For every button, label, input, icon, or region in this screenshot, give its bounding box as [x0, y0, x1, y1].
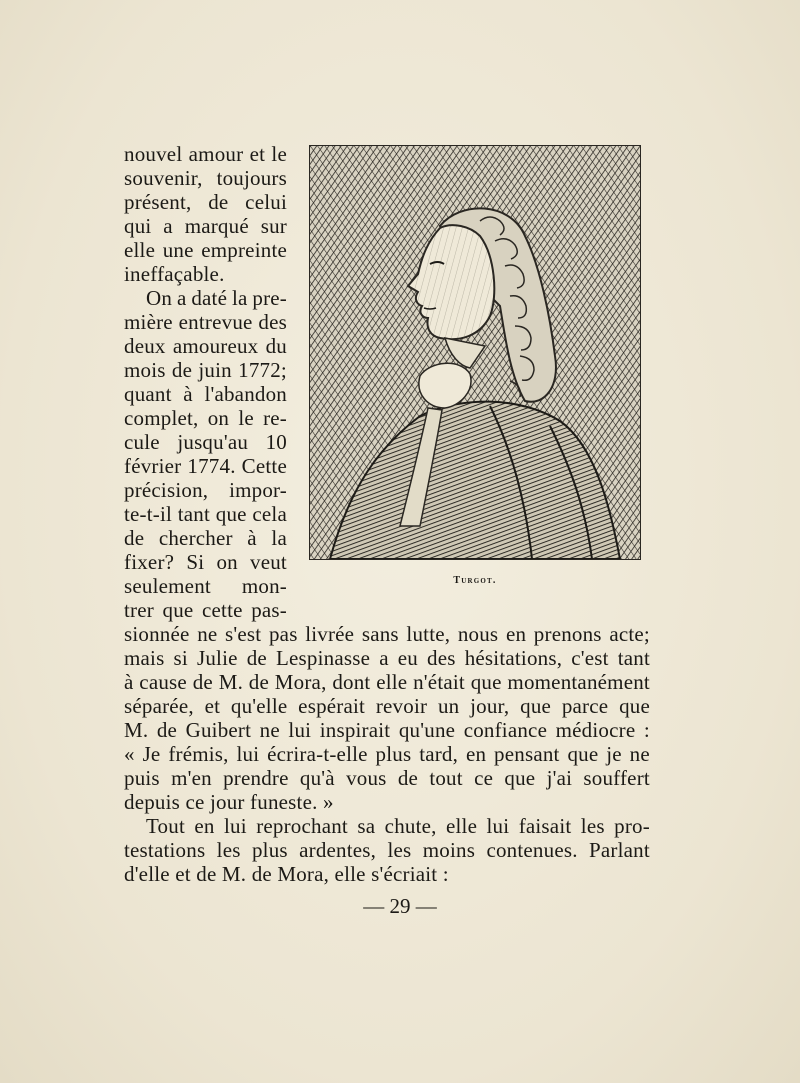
word: celui [245, 190, 287, 214]
text-line [124, 382, 287, 406]
word: elle [446, 814, 478, 838]
word: confiance [463, 718, 548, 742]
word: : [643, 718, 650, 742]
word: lui [224, 814, 247, 838]
word: ne [197, 622, 218, 646]
word: prenons [533, 622, 602, 646]
word: et [204, 694, 221, 718]
word: à [247, 526, 257, 550]
word: mais [124, 646, 165, 670]
word: la [231, 286, 248, 310]
word: Lespinasse [275, 646, 371, 670]
text-line [124, 742, 650, 766]
word: « [124, 742, 135, 766]
word: testations [124, 838, 206, 862]
word: de [208, 190, 229, 214]
word: on [207, 406, 230, 430]
word: n'était [413, 670, 465, 694]
text-line [124, 286, 287, 310]
word: une [162, 238, 194, 262]
word: que [470, 670, 502, 694]
word: en [505, 622, 527, 646]
word: momentanément [507, 670, 650, 694]
text-line [124, 478, 287, 502]
word: mon- [241, 574, 287, 598]
word: s'est [225, 622, 262, 646]
text-line [124, 526, 287, 550]
word: médiocre [555, 718, 636, 742]
word: deux [124, 334, 166, 358]
word: de [248, 670, 270, 694]
word: revoir [375, 694, 428, 718]
word: lui [236, 742, 260, 766]
word: jour, [470, 694, 510, 718]
word: chute, [384, 814, 437, 838]
word: que [215, 502, 247, 526]
text-line [124, 358, 287, 382]
word: reprochant [256, 814, 348, 838]
word: chercher [158, 526, 233, 550]
word: ne [259, 718, 280, 742]
text-line: d'elle et de M. de Mora, elle s'écriait : [124, 862, 449, 886]
word: 1774. [187, 454, 236, 478]
word: Tout [146, 814, 185, 838]
word: contenues. [486, 838, 578, 862]
word: Cette [241, 454, 287, 478]
word: a [379, 646, 389, 670]
word: cause [139, 670, 187, 694]
text-line [124, 334, 287, 358]
word: cule [124, 430, 160, 454]
word: Si [186, 550, 205, 574]
word: souvenir, [124, 166, 203, 190]
word: elle [124, 238, 156, 262]
word: qu'une [398, 718, 456, 742]
word: on [216, 550, 238, 574]
word: complet, [124, 406, 199, 430]
word: inspirait [319, 718, 391, 742]
word: tant [617, 646, 650, 670]
text-line [124, 694, 650, 718]
word: espérait [298, 694, 366, 718]
word: pre- [252, 286, 287, 310]
word: de [156, 718, 178, 742]
word: tout [429, 766, 463, 790]
word: que [567, 742, 599, 766]
word: de [397, 766, 419, 790]
text-line [124, 574, 287, 598]
word: m'en [171, 766, 212, 790]
word: les [387, 838, 412, 862]
word: tard, [419, 742, 459, 766]
word: M. [124, 718, 149, 742]
word: du [265, 334, 287, 358]
word: parce [561, 694, 609, 718]
word: précision, [124, 478, 209, 502]
word: j'ai [546, 766, 573, 790]
word: elle [376, 670, 408, 694]
text-line [124, 814, 650, 838]
text-line [124, 838, 650, 862]
word: mière [124, 310, 173, 334]
word: un [437, 694, 460, 718]
word: ne [629, 742, 650, 766]
word: que [619, 694, 650, 718]
word: Guibert [185, 718, 252, 742]
word: qu'elle [230, 694, 288, 718]
text-line [124, 718, 650, 742]
figure-caption: Turgot. [453, 575, 497, 586]
text-line [124, 670, 650, 694]
word: amour [188, 142, 244, 166]
word: eu [397, 646, 418, 670]
word: hésitations, [464, 646, 563, 670]
word: juin [198, 358, 232, 382]
text-line [124, 550, 287, 574]
word: 1772; [238, 358, 287, 382]
word: a [176, 286, 187, 310]
word: le [271, 142, 287, 166]
word: lui [486, 814, 510, 838]
text-line [124, 142, 287, 166]
word: acte; [609, 622, 650, 646]
word: 10 [265, 430, 287, 454]
word: Parlant [589, 838, 650, 862]
word: vous [346, 766, 387, 790]
word: souffert [583, 766, 650, 790]
word: de [192, 670, 213, 694]
word: On [146, 286, 173, 310]
word: mois [124, 358, 166, 382]
text-line [124, 166, 287, 190]
word: si [173, 646, 188, 670]
text-line [124, 406, 287, 430]
word: de [246, 646, 267, 670]
word: la [271, 526, 287, 550]
word: a [163, 214, 173, 238]
page-number: — 29 — [363, 894, 437, 918]
text-line [124, 622, 650, 646]
word: le [238, 406, 254, 430]
word: dont [332, 670, 371, 694]
word: des [258, 310, 287, 334]
text-line [124, 646, 650, 670]
text-line: depuis ce jour funeste. » [124, 790, 334, 814]
word: sur [260, 214, 287, 238]
word: fixer? [124, 550, 175, 574]
word: impor- [229, 478, 287, 502]
word: de [124, 526, 145, 550]
word: quant [124, 382, 172, 406]
word: présent, [124, 190, 192, 214]
word: Mora, [274, 670, 327, 694]
word: des [427, 646, 456, 670]
word: livrée [305, 622, 355, 646]
word: cette [202, 598, 243, 622]
word: jusqu'au [177, 430, 249, 454]
word: amoureux [172, 334, 259, 358]
word: en [465, 742, 487, 766]
word: daté [191, 286, 228, 310]
word: cela [252, 502, 287, 526]
word: en [194, 814, 215, 838]
word: plus [251, 838, 288, 862]
word: sans [361, 622, 399, 646]
word: pas- [251, 598, 287, 622]
word: c'est [571, 646, 609, 670]
word: seulement [124, 574, 211, 598]
word: lutte, [406, 622, 451, 646]
word: nous [457, 622, 499, 646]
word: toujours [216, 166, 287, 190]
text-line [124, 238, 287, 262]
word: frémis, [168, 742, 229, 766]
word: plus [375, 742, 412, 766]
text-line [124, 502, 287, 526]
word: nouvel [124, 142, 183, 166]
portrait-engraving [309, 145, 641, 560]
word: l'abandon [204, 382, 287, 406]
word: ardentes, [299, 838, 377, 862]
word: de [171, 358, 193, 382]
word: puis [124, 766, 160, 790]
word: que [520, 694, 552, 718]
word: à [183, 382, 193, 406]
portrait-image [310, 146, 640, 559]
word: Julie [196, 646, 238, 670]
word: moins [422, 838, 476, 862]
text-line [124, 430, 287, 454]
word: tant [177, 502, 211, 526]
word: et [249, 142, 266, 166]
word: marqué [184, 214, 249, 238]
text-line [124, 766, 650, 790]
word: trer [124, 598, 154, 622]
word: que [504, 766, 536, 790]
text-line [124, 190, 287, 214]
word: ce [474, 766, 494, 790]
word: à [124, 670, 134, 694]
word: lui [288, 718, 312, 742]
word: février [124, 454, 182, 478]
word: sionnée [124, 622, 190, 646]
word: écrira-t-elle [267, 742, 368, 766]
text-line: ineffaçable. [124, 262, 225, 286]
text-line [124, 598, 287, 622]
word: les [216, 838, 241, 862]
word: que [162, 598, 194, 622]
word: M. [218, 670, 244, 694]
word: qu'à [299, 766, 335, 790]
text-line [124, 454, 287, 478]
word: te-t-il [124, 502, 173, 526]
word: faisait [518, 814, 572, 838]
word: entrevue [178, 310, 253, 334]
word: les [580, 814, 605, 838]
word: re- [263, 406, 287, 430]
text-line [124, 214, 287, 238]
word: sa [357, 814, 376, 838]
word: pas [268, 622, 298, 646]
word: pensant [494, 742, 560, 766]
word: qui [124, 214, 152, 238]
text-line [124, 310, 287, 334]
word: veut [250, 550, 287, 574]
word: séparée, [124, 694, 194, 718]
word: Je [142, 742, 161, 766]
word: pro- [614, 814, 650, 838]
word: empreinte [201, 238, 287, 262]
word: je [606, 742, 622, 766]
word: prendre [223, 766, 289, 790]
